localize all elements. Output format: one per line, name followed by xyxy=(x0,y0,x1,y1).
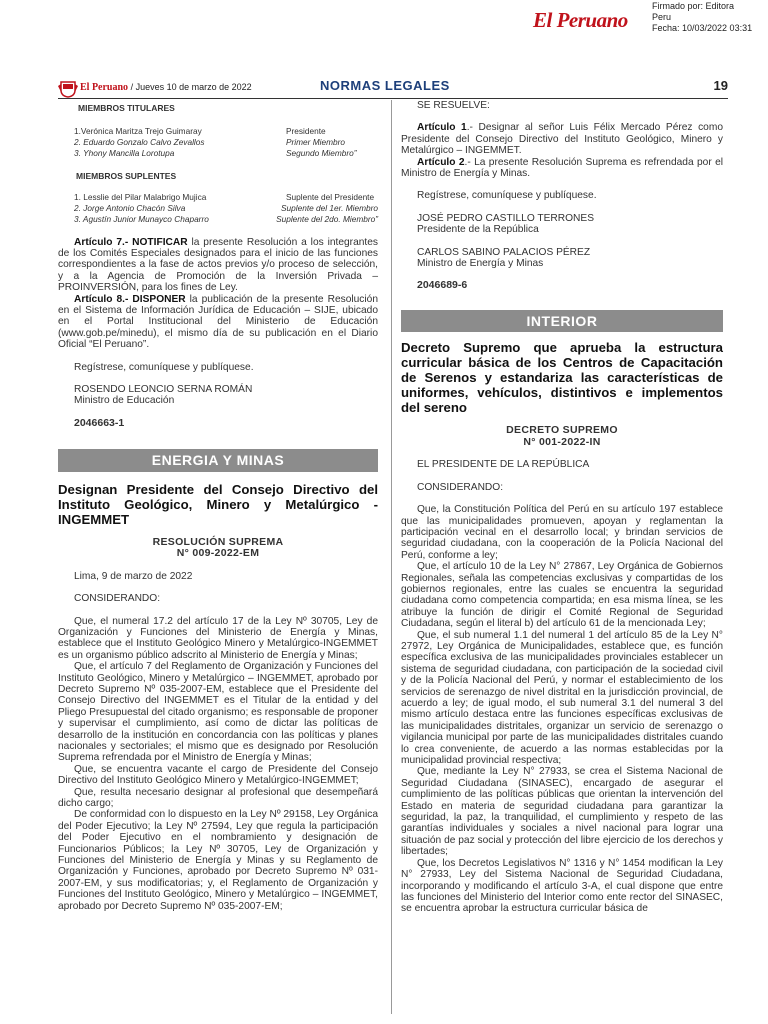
member-row xyxy=(74,137,378,148)
article-2 xyxy=(401,157,723,180)
signature-line: Peru xyxy=(652,12,672,22)
document-code: 2046663-1 xyxy=(74,416,125,429)
article-7-text: la presente Resolución a los integrantes de los Comités Especiales designados para el inicio de las funciones correspondientes a la fase de actos previos y/o proceso de selección, y a la Agencia de Promoción de la Inversión Privada – PROINVERSIÓN, para los fines de Ley. xyxy=(58,236,378,294)
article-2-text: .- La presente Resolución Suprema es refrendada por el Ministro de Energía y Minas. xyxy=(401,156,723,180)
member-row xyxy=(74,148,378,159)
article-2-label: Artículo 2 xyxy=(417,156,465,168)
signer-name: JOSÉ PEDRO CASTILLO TERRONES xyxy=(417,212,595,224)
article-headline: Decreto Supremo que aprueba la estructura curricular básica de los Centros de Capacitación de Serenos y estandariza las características de uniformes, vehículos, distintivos e implementos del sereno xyxy=(401,340,723,416)
document-code: 2046689-6 xyxy=(417,279,468,292)
el-peruano-stamp-logo: El Peruano xyxy=(533,8,628,32)
member-role: Suplente del Presidente xyxy=(286,192,375,203)
member-name: 2. Jorge Antonio Chacón Silva xyxy=(74,203,186,213)
member-role: Suplente del 2do. Miembro” xyxy=(276,213,378,224)
member-row xyxy=(74,203,378,214)
place-date: Lima, 9 de marzo de 2022 xyxy=(74,570,193,582)
left-column xyxy=(58,100,378,912)
considerando-paragraph: Que, la Constitución Política del Perú en su artículo 197 establece que las municipalidades promueven, apoyan y reglamentan la participación vecinal en el desarrollo local; y brindan servicios de seguridad ciudadana, con la cooperación de la Policía Nacional del Perú, conforme a ley; xyxy=(401,504,723,561)
registrese-text: Regístrese, comuníquese y publíquese. xyxy=(417,190,597,202)
considerando-paragraph: Que, resulta necesario designar al profesional que desempeñará dicho cargo; xyxy=(58,786,378,809)
resolution-title: RESOLUCIÓN SUPREMA xyxy=(152,535,284,548)
signer-title: Presidente de la República xyxy=(417,224,539,236)
member-row xyxy=(74,214,378,225)
member-role: Suplente del 1er. Miembro xyxy=(280,203,378,213)
member-name: 1.Verónica Maritza Trejo Guimaray xyxy=(74,126,202,137)
member-name: 2. Eduardo Gonzalo Calvo Zevallos xyxy=(74,137,205,148)
considerando-paragraph: De conformidad con lo dispuesto en la Ley Nº 29158, Ley Orgánica del Poder Ejecutivo; la Ley Nº 27594, Ley que regula la participación del Poder Ejecutivo en el nombramiento y designación de Funcionarios Públicos; la Ley Nº 30705, Ley de Organización y Funciones del Ministerio de Energía y Minas y su Reglamento de Organización y Funciones, aprobado por Decreto Supremo Nº 031-2007-EM, y sus modificatorias; y, el Reglamento de Organización y Funciones del Instituto Geológico, Minero y Metalúrgico – INGEMMET, aprobado por Decreto Supremo Nº 035-2007-EM; xyxy=(58,809,378,912)
signer-title: Ministro de Energía y Minas xyxy=(417,258,544,270)
header-section-title: NORMAS LEGALES xyxy=(320,78,450,93)
article-8-label: Artículo 8.- DISPONER xyxy=(74,293,186,305)
signer-title: Ministro de Educación xyxy=(74,395,175,407)
article-1-text: .- Designar al señor Luis Félix Mercado Pérez como Presidente del Consejo Directivo del Instituto Geológico, Minero y Metalúrgico – INGEMMET. xyxy=(401,122,723,157)
considerando-paragraph: Que, los Decretos Legislativos N° 1316 y N° 1454 modifican la Ley N° 27933, Ley del Sistema Nacional de Seguridad Ciudadana, incorporando y modificando el artículo 3-A, el cual dispone que entre las funciones del Ministerio del Interior como ente rector del SINASEC, se encuentra aprobar la estructura curricular básica de xyxy=(401,857,723,915)
article-7 xyxy=(58,237,378,294)
header-date-line xyxy=(80,82,252,93)
header-date: / Jueves 10 de marzo de 2022 xyxy=(130,82,252,92)
decree-number: N° 001-2022-IN xyxy=(523,435,601,448)
header-paper-name: El Peruano xyxy=(80,82,129,93)
signer-name: CARLOS SABINO PALACIOS PÉREZ xyxy=(417,246,591,258)
suplentes-list xyxy=(74,192,378,224)
suplentes-heading: MIEMBROS SUPLENTES xyxy=(76,170,177,181)
considerando-heading: CONSIDERANDO: xyxy=(74,593,161,605)
titulares-list xyxy=(74,126,378,158)
header-rule xyxy=(58,98,728,99)
member-name: 3. Yhony Mancilla Lorotupa xyxy=(74,148,175,158)
article-8 xyxy=(58,294,378,351)
considerando-paragraph: Que, el artículo 10 de la Ley N° 27867, Ley Orgánica de Gobiernos Regionales, señala las competencias exclusivas y compartidas de los gobiernos regionales, entre las cuales se encuentra la seguridad ciudadana como competencia compartida; en esa misma línea, se les atribuye la función de dirigir el Comité Regional de Seguridad Ciudadana, según el literal b) del artículo 61 de la mencionada Ley; xyxy=(401,561,723,630)
registrese-text: Regístrese, comuníquese y publíquese. xyxy=(74,361,254,373)
considerando-paragraph: Que, se encuentra vacante el cargo de Presidente del Consejo Directivo del Instituto Geológico Minero y Metalúrgico-INGEMMET; xyxy=(58,763,378,787)
se-resuelve-heading: SE RESUELVE: xyxy=(417,100,490,111)
article-1 xyxy=(401,122,723,156)
decree-title: DECRETO SUPREMO xyxy=(506,424,618,437)
titulares-heading: MIEMBROS TITULARES xyxy=(78,103,175,113)
page-header xyxy=(58,76,728,100)
member-row xyxy=(74,126,378,137)
signature-line: Fecha: 10/03/2022 03:31 xyxy=(652,23,753,33)
article-8-text: la publicación de la presente Resolución en el Sistema de Información Jurídica de Educación – SIJE, ubicado en el Portal Institucional del Ministerio de Educación (www.gob.pe/minedu), el mismo día de su publicación en el Diario Oficial “El Peruano”. xyxy=(58,293,378,351)
member-name: 1. Lesslie del Pilar Malabrigo Mujica xyxy=(74,192,207,203)
member-row xyxy=(74,192,378,203)
article-7-label: Artículo 7.- NOTIFICAR xyxy=(74,236,188,248)
member-role: Segundo Miembro” xyxy=(286,148,357,158)
president-heading: EL PRESIDENTE DE LA REPÚBLICA xyxy=(417,459,590,471)
considerando-heading: CONSIDERANDO: xyxy=(417,481,504,493)
member-role: Primer Miembro xyxy=(286,137,346,148)
considerando-paragraph: Que, el sub numeral 1.1 del numeral 1 del artículo 85 de la Ley N° 27972, Ley Orgánica de Municipalidades, establece que, es función específica exclusiva de las municipalidades provinciales establecer un sistema de seguridad ciudadana, con participación de la sociedad civil y de la Policía Nacional del Perú, y normar el establecimiento de los servicios de serenazgo de nivel distrital en la jurisdicción provincial, de acuerdo a ley; de igual modo, el sub numeral 3.1 del numeral 3 del mismo artículo destaca entre las funciones específicas exclusivas de las municipalidades distritales, organizar un servicio de serenazgo o vigilancia municipal por parte de las municipalidades distritales cuando lo crea conveniente, de acuerdo a las normas establecidas por la municipalidad provincial respectiva; xyxy=(401,629,723,767)
article-headline: Designan Presidente del Consejo Directivo del Instituto Geológico, Minero y Metalúrgico - INGEMMET xyxy=(58,481,378,527)
member-name: 3. Agustín Junior Munayco Chaparro xyxy=(74,213,209,224)
column-divider xyxy=(391,100,392,1014)
signer-name: ROSENDO LEONCIO SERNA ROMÁN xyxy=(74,384,253,396)
page-number: 19 xyxy=(713,78,728,93)
considerando-paragraph: Que, el numeral 17.2 del artículo 17 de la Ley Nº 30705, Ley de Organización y Funciones del Ministerio de Energía y Minas, establece que el Instituto Geológico Minero y Metalúrgico-INGEMMET es un organismo público adscrito al Ministerio de Energía y Minas; xyxy=(58,615,378,661)
signature-line: Firmado por: Editora xyxy=(652,1,735,11)
article-1-label: Artículo 1 xyxy=(417,122,467,134)
considerando-paragraph: Que, el artículo 7 del Reglamento de Organización y Funciones del Instituto Geológico, Minero y Metalúrgico – INGEMMET, aprobado por Decreto Supremo Nº 035-2007-EM, establece que el Presidente del Consejo Directivo del INGEMMET es el Titular de la entidad y del Pliego Presupuestal del citado organismo; es responsable de proponer y supervisar el cumplimiento, así como de dictar las políticas de desarrollo de la institución en concordancia con las políticas y planes nacionales y sectoriales; el mismo que es designado por Resolución Suprema refrendada por el Ministro de Energía y Minas; xyxy=(58,661,378,764)
digital-signature-block xyxy=(652,1,752,34)
section-band-energia: ENERGIA Y MINAS xyxy=(58,449,378,471)
resolution-number: N° 009-2022-EM xyxy=(176,547,260,560)
right-column xyxy=(401,100,723,915)
considerando-paragraph: Que, mediante la Ley N° 27933, se crea el Sistema Nacional de Seguridad Ciudadana (SINASEC), encargado de asegurar el cumplimiento de las políticas públicas que orientan la intervención del Estado en materia de seguridad ciudadana para garantizar la seguridad, la paz, la tranquilidad, el cumplimiento y respeto de las garantías individuales y sociales a nivel nacional para lograr una situación de paz social y protección del libre ejercicio de los derechos y libertades; xyxy=(401,766,723,858)
member-role: Presidente xyxy=(286,126,326,137)
section-band-interior: INTERIOR xyxy=(401,310,723,332)
coat-of-arms-icon xyxy=(58,80,78,98)
